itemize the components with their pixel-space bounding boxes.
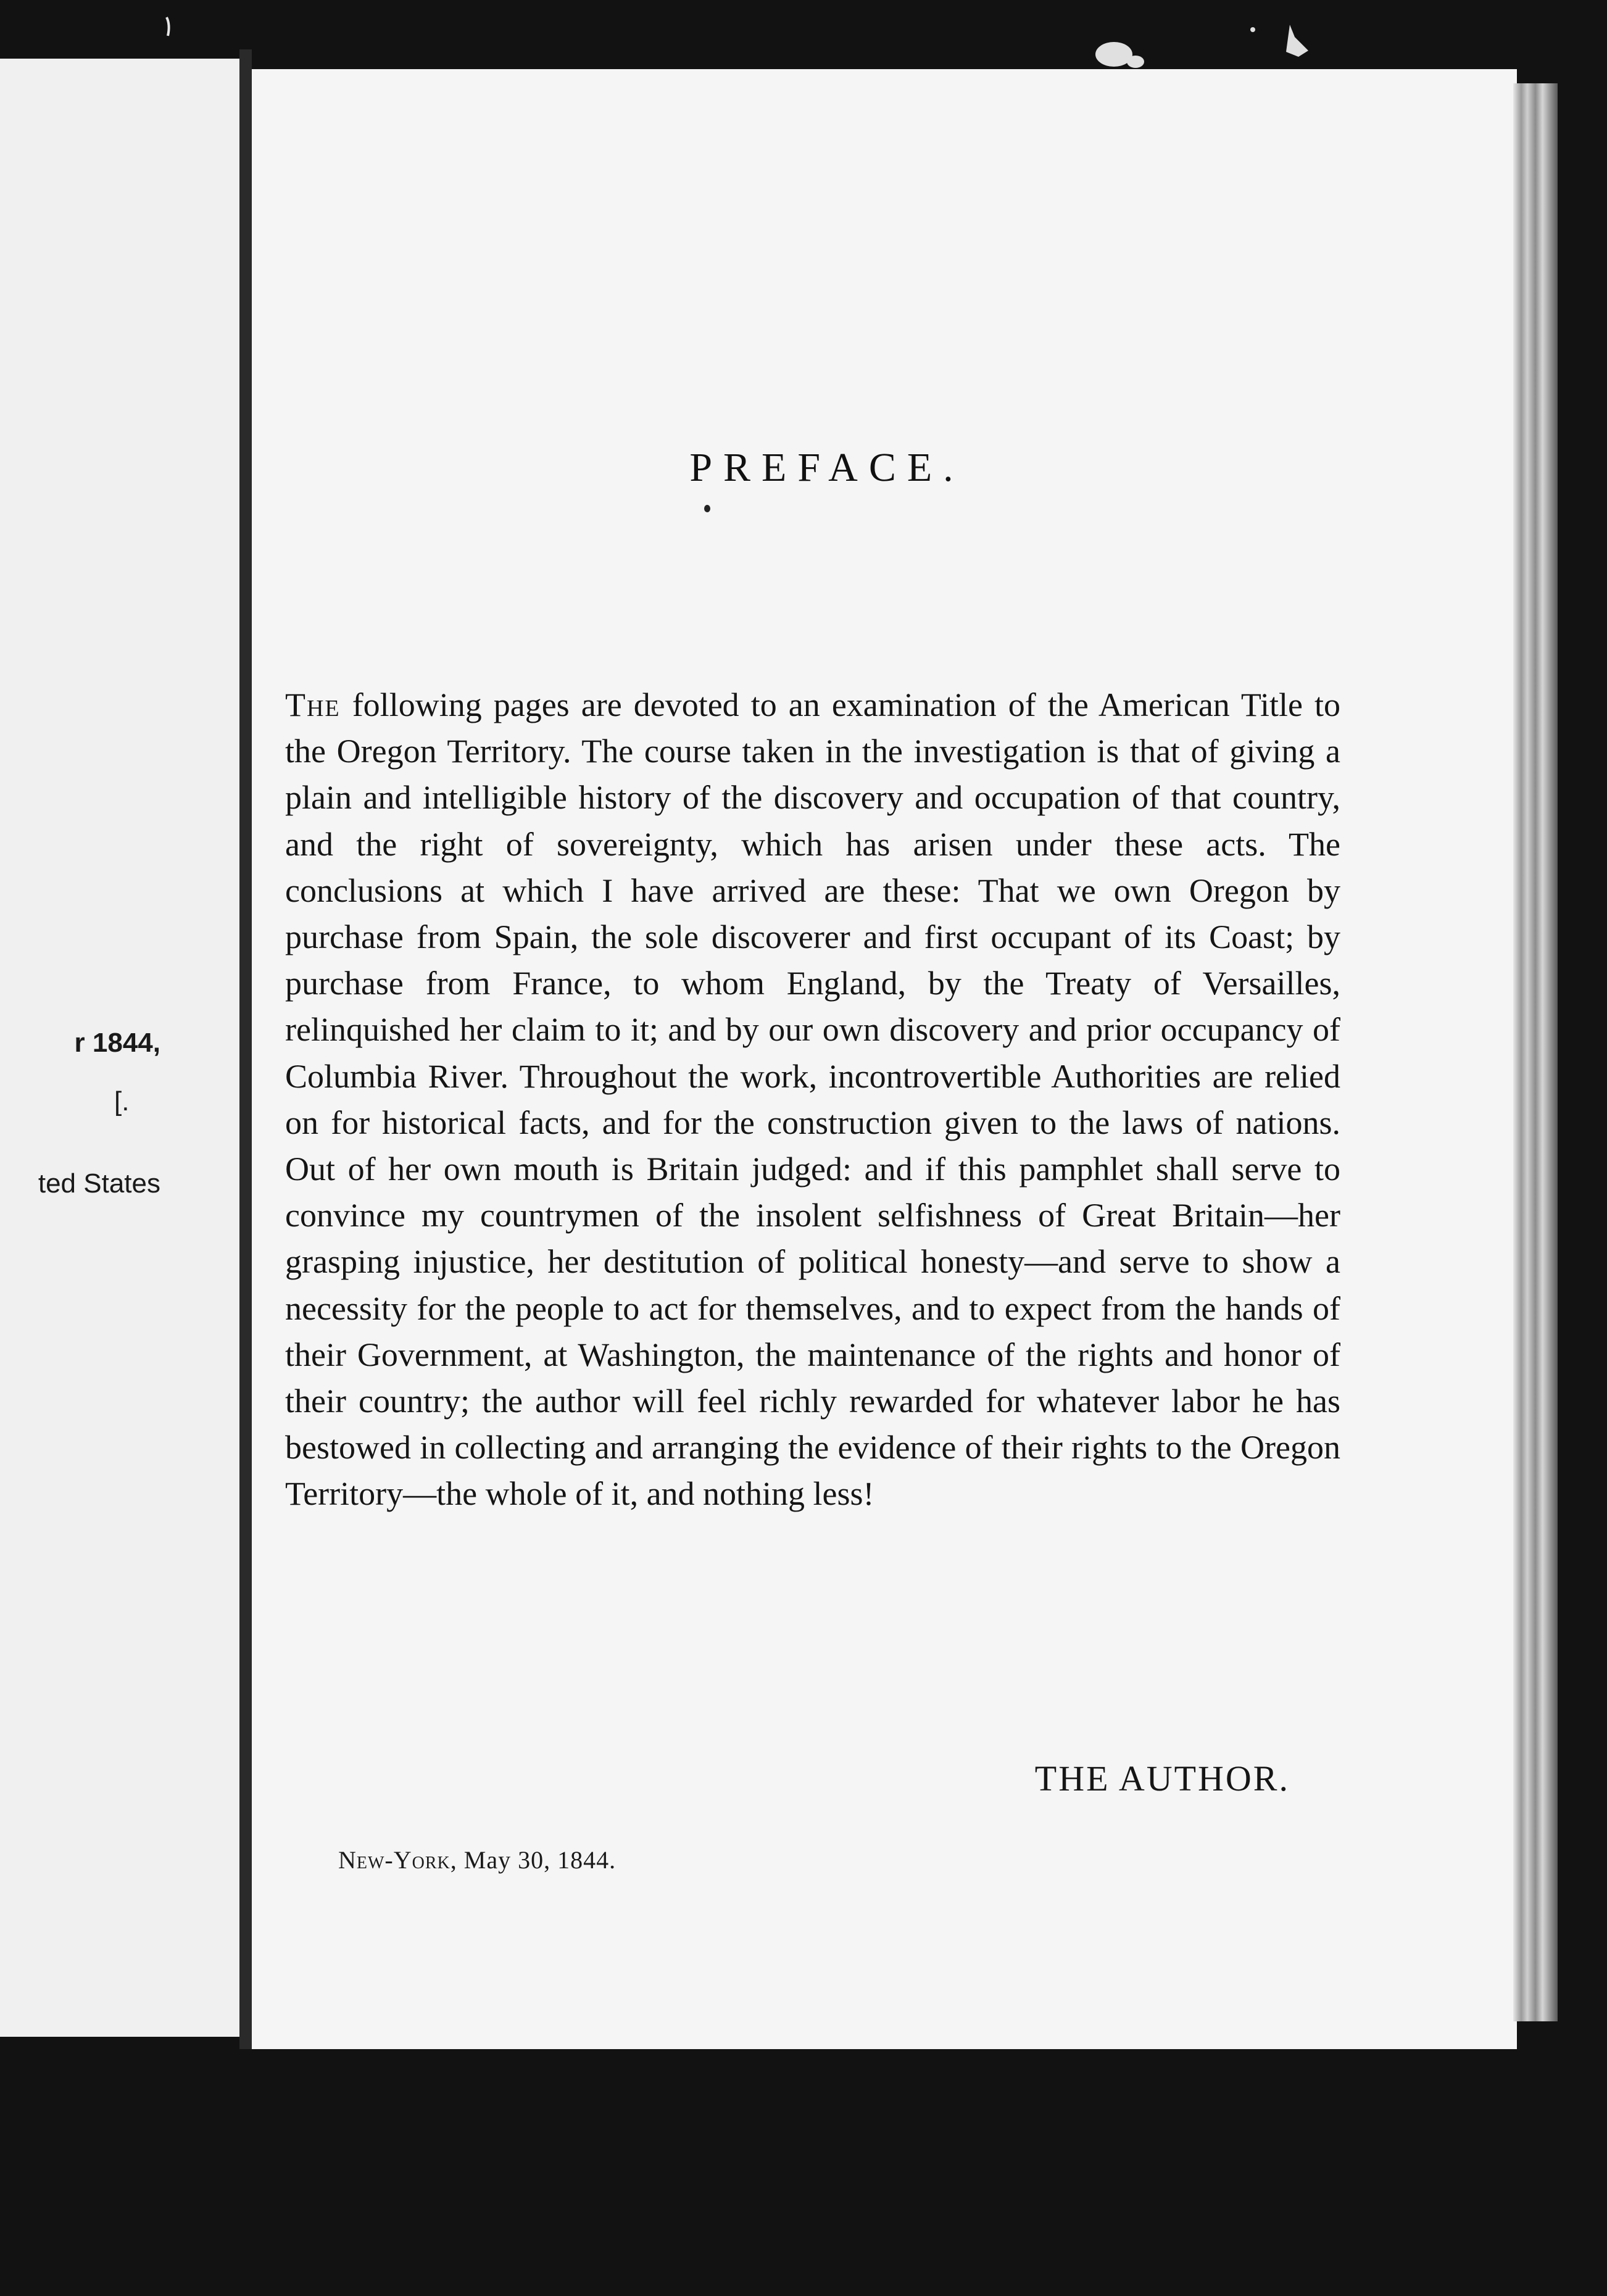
preface-body-text: following pages are devoted to an examination of the American Title to the Oregon Territory. The course taken in the investigation is that of giving a plain and intelligible history of the discovery and occupation of that country, and the right of sovereignty, which has arisen under these acts. The conclusions at which I have arrived are these: That we own Oregon by purchase from Spain, the sole discoverer and first occupant of its Coast; by purchase from France, to whom England, by the Treaty of Versailles, relinquished her claim to it; and by our own discovery and prior occupancy of Columbia River. Throughout the work, incontrovertible Authorities are relied on for historical facts, and for the construction given to the laws of nations. Out of her own mouth is Britain judged: and if this pamphlet shall serve to convince my countrymen of the insolent selfishness of Great Britain—her grasping injustice, her destitution of political honesty—and serve to show a necessity for the people to act for themselves, and to expect from the hands of their Government, at Washington, the maintenance of the rights and honor of their country; the author will feel richly rewarded for whatever labor he has bestowed in collecting and arranging the evidence of their rights to the Oregon Territory—the whole of it, and nothing less! <box>285 686 1340 1513</box>
opening-word: The <box>285 686 341 723</box>
dateline-date: May 30, 1844. <box>463 1846 617 1874</box>
speck-top-right <box>1095 25 1308 68</box>
dateline-place: New-York, <box>338 1846 457 1874</box>
preface-body <box>285 682 1340 1518</box>
title-ornament-dot <box>704 505 710 512</box>
signature: THE AUTHOR. <box>1034 1758 1290 1799</box>
left-page-fragment-states: ted States <box>38 1168 160 1199</box>
page-edge <box>1513 83 1558 2021</box>
left-page-fragment-mark: [. <box>114 1086 130 1117</box>
left-facing-page <box>0 59 239 2037</box>
dateline <box>338 1845 894 1874</box>
book-gutter <box>239 49 252 2049</box>
left-page-fragment-year: r 1844, <box>74 1028 160 1058</box>
page-title: PREFACE. <box>689 445 965 490</box>
speck-top-left <box>167 17 169 36</box>
